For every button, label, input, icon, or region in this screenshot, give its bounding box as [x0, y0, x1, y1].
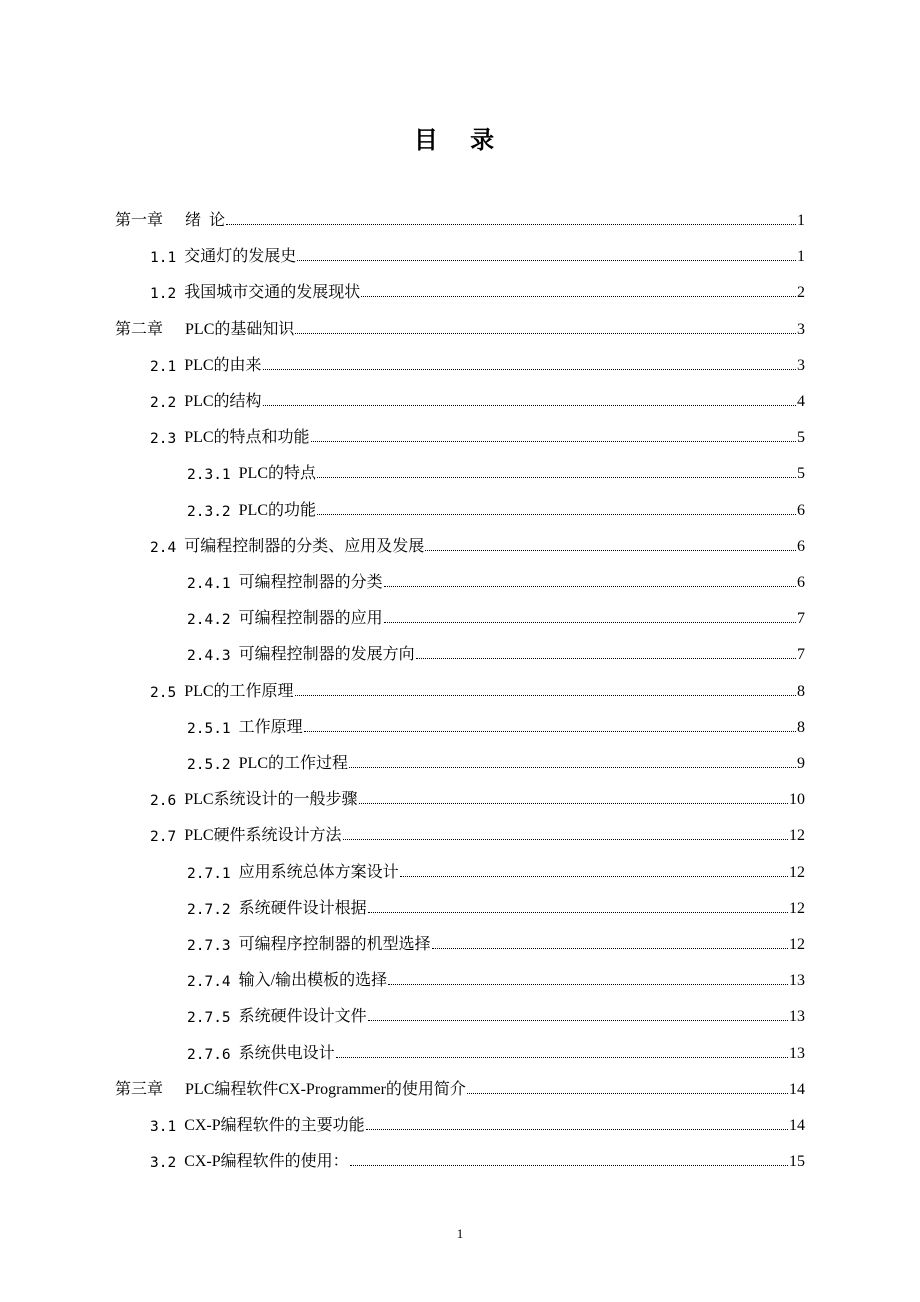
- toc-entry-title: PLC的特点: [238, 465, 317, 483]
- toc-entry-title: PLC的工作原理: [184, 682, 294, 700]
- toc-entry-number: 2.3.2: [187, 503, 231, 520]
- toc-entry-title: 系统供电设计: [238, 1044, 335, 1062]
- toc-entry-page: 6: [797, 537, 805, 555]
- dot-leader: [295, 333, 796, 334]
- toc-entry-number: 2.7.3: [187, 938, 231, 954]
- toc-entry-page: 14: [789, 1080, 805, 1098]
- toc-entry-title: PLC系统设计的一般步骤: [184, 791, 358, 809]
- toc-entry-page: 7: [797, 610, 805, 628]
- toc-entry-number: 2.7: [150, 829, 177, 846]
- toc-entry[interactable]: [150, 421, 805, 447]
- toc-entry-title: PLC的结构: [184, 393, 262, 410]
- toc-entry-page: 13: [789, 972, 805, 990]
- toc-entry-title: 绪 论: [185, 212, 226, 229]
- toc-entry-page: 12: [789, 899, 805, 917]
- toc-entry-number: 2.5.2: [187, 757, 231, 773]
- toc-entry-title: PLC的基础知识: [185, 320, 295, 338]
- toc-entry-title: PLC的功能: [238, 501, 317, 519]
- toc-entry-page: 12: [789, 936, 805, 953]
- toc-entry[interactable]: [187, 964, 805, 990]
- toc-entry-number: 3.1: [150, 1119, 177, 1135]
- toc-entry-number: 2.3: [150, 431, 177, 448]
- toc-entry-title: 可编程控制器的发展方向: [238, 646, 415, 664]
- toc-entry-title: CX-P编程软件的主要功能: [184, 1117, 365, 1134]
- toc-entry-number: 1.2: [150, 286, 177, 303]
- dot-leader: [343, 839, 788, 840]
- toc-entry-number: 1.1: [150, 250, 177, 267]
- toc-entry[interactable]: [187, 928, 805, 954]
- dot-leader: [349, 767, 796, 768]
- toc-entry-number: 2.6: [150, 793, 177, 810]
- toc-entry-title: 交通灯的发展史: [184, 248, 297, 266]
- toc-entry-page: 10: [789, 791, 805, 809]
- toc-entry-title: 我国城市交通的发展现状: [184, 284, 361, 302]
- toc-entry[interactable]: [150, 783, 805, 809]
- dot-leader: [432, 948, 788, 949]
- dot-leader: [317, 477, 796, 478]
- toc-entry-title: PLC的特点和功能: [184, 429, 310, 447]
- dot-leader: [311, 441, 796, 442]
- toc-entry-number: 2.1: [150, 358, 177, 375]
- toc-entry-number: 2.4.1: [187, 576, 231, 592]
- toc-entry-page: 13: [789, 1008, 805, 1026]
- dot-leader: [297, 260, 796, 261]
- toc-entry[interactable]: [150, 675, 805, 701]
- toc-entry[interactable]: [187, 1037, 805, 1063]
- toc-entry[interactable]: [150, 276, 805, 302]
- toc-entry[interactable]: [187, 638, 805, 664]
- toc-entry-number: 2.7.4: [187, 974, 231, 991]
- toc-entry-title: 可编程控制器的分类: [238, 574, 383, 591]
- dot-leader: [226, 224, 796, 225]
- toc-entry-title: 可编程序控制器的机型选择: [238, 936, 431, 953]
- toc-entry[interactable]: [150, 530, 805, 556]
- page-number: 1: [456, 1226, 464, 1241]
- toc-entry-number: 2.3.1: [187, 467, 231, 484]
- toc-entry[interactable]: [187, 747, 805, 773]
- toc-entry[interactable]: [187, 602, 805, 628]
- toc-entry[interactable]: [150, 349, 805, 375]
- toc-entry[interactable]: [115, 1073, 805, 1099]
- dot-leader: [263, 405, 796, 406]
- toc-entry[interactable]: [187, 711, 805, 737]
- toc-title: 目 录: [413, 126, 507, 154]
- toc-entry-number: 2.4.3: [187, 648, 231, 665]
- toc-entry-title: CX-P编程软件的使用：: [184, 1153, 349, 1171]
- toc-entry-number: 2.2: [150, 395, 177, 411]
- toc-entry-page: 5: [797, 465, 805, 483]
- toc-entry-page: 9: [797, 755, 805, 772]
- toc-entry-title: 可编程控制器的分类、应用及发展: [184, 537, 425, 555]
- dot-leader: [384, 586, 796, 587]
- toc-entry-number: 2.7.5: [187, 1010, 231, 1027]
- toc-entry-page: 14: [789, 1117, 805, 1134]
- toc-entry-page: 2: [797, 284, 805, 302]
- toc-entry-page: 12: [789, 827, 805, 845]
- toc-entry-title: 输入/输出模板的选择: [238, 972, 388, 990]
- toc-entry[interactable]: [187, 494, 805, 520]
- toc-entry-number: 2.7.2: [187, 901, 231, 918]
- toc-entry-page: 7: [797, 646, 805, 664]
- toc-entry-number: 2.4.2: [187, 612, 231, 629]
- toc-entry-title: PLC硬件系统设计方法: [184, 827, 342, 845]
- toc-entry-title: 工作原理: [238, 718, 303, 736]
- toc-entry[interactable]: [150, 240, 805, 266]
- toc-entry[interactable]: [187, 1000, 805, 1026]
- toc-entry-title: PLC编程软件CX-Programmer的使用简介: [185, 1080, 466, 1098]
- toc-entry[interactable]: [187, 856, 805, 882]
- toc-entry-page: 15: [789, 1153, 805, 1171]
- dot-leader: [368, 912, 788, 913]
- toc-entry[interactable]: [187, 566, 805, 592]
- toc-entry-title: 系统硬件设计文件: [238, 1008, 367, 1026]
- toc-entry-page: 4: [797, 393, 805, 410]
- toc-entry-number: 3.2: [150, 1155, 177, 1172]
- toc-entry-number: 2.5.1: [187, 720, 231, 737]
- toc-entry-page: 5: [797, 429, 805, 447]
- toc-entry[interactable]: [115, 204, 805, 230]
- toc-entry-page: 6: [797, 574, 805, 591]
- toc-entry[interactable]: [150, 819, 805, 845]
- dot-leader: [368, 1020, 788, 1021]
- toc-entry-page: 3: [797, 356, 805, 374]
- toc-entry[interactable]: [150, 1145, 805, 1171]
- toc-entry[interactable]: [150, 1109, 805, 1135]
- toc-entry-page: 6: [797, 501, 805, 519]
- dot-leader: [467, 1093, 788, 1094]
- dot-leader: [361, 296, 796, 297]
- dot-leader: [336, 1057, 788, 1058]
- toc-entry-page: 1: [797, 212, 805, 229]
- dot-leader: [400, 876, 788, 877]
- dot-leader: [359, 803, 788, 804]
- dot-leader: [317, 514, 796, 515]
- toc-entry-title: PLC的由来: [184, 356, 262, 374]
- toc-entry[interactable]: [187, 892, 805, 918]
- toc-entry-page: 3: [797, 320, 805, 338]
- toc-entry-title: PLC的工作过程: [238, 755, 349, 772]
- toc-entry-number: 2.7.1: [187, 865, 231, 882]
- dot-leader: [384, 622, 796, 623]
- toc-entry-title: 应用系统总体方案设计: [238, 863, 399, 881]
- dot-leader: [366, 1129, 788, 1130]
- toc-entry-page: 1: [797, 248, 805, 266]
- toc-entry-number: 2.4: [150, 539, 177, 556]
- toc-entry[interactable]: [187, 457, 805, 483]
- toc-entry-title: 可编程控制器的应用: [238, 610, 383, 628]
- dot-leader: [388, 984, 788, 985]
- dot-leader: [263, 369, 796, 370]
- dot-leader: [350, 1165, 788, 1166]
- toc-entry-number: 第一章: [115, 212, 164, 229]
- toc-entry-number: 2.7.6: [187, 1046, 231, 1063]
- dot-leader: [304, 731, 796, 732]
- toc-entry-page: 13: [789, 1044, 805, 1062]
- toc-entry-page: 8: [797, 718, 805, 736]
- toc-entry-number: 第二章: [115, 320, 164, 338]
- toc-entry[interactable]: [115, 313, 805, 339]
- toc-entry-page: 12: [789, 863, 805, 881]
- dot-leader: [295, 695, 796, 696]
- dot-leader: [425, 550, 796, 551]
- toc-entry-page: 8: [797, 682, 805, 700]
- dot-leader: [416, 658, 796, 659]
- toc-entry[interactable]: [150, 385, 805, 411]
- toc-entry-number: 第三章: [115, 1080, 164, 1098]
- toc-entry-title: 系统硬件设计根据: [238, 899, 367, 917]
- toc-entry-number: 2.5: [150, 684, 177, 701]
